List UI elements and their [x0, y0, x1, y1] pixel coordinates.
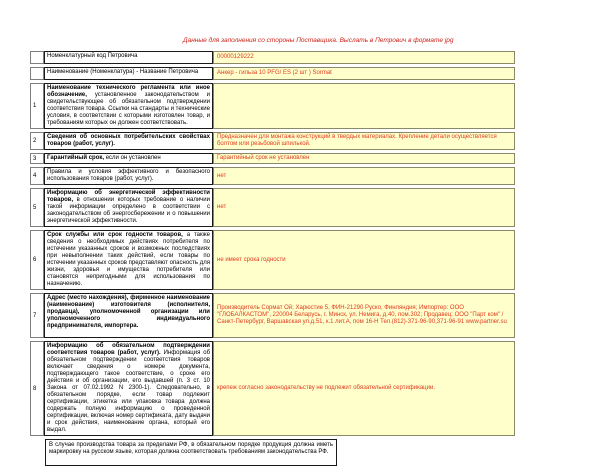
- row-value: Предназначен для монтажа конструкций в твердых материалах. Крепление детали осуществляется болтом или резьбовой шпилькой.: [213, 132, 515, 150]
- product-name-value: Анкер - гильза 10 PFG/ ES (2 шт ) Sormat: [213, 67, 515, 80]
- row-value: [213, 83, 515, 129]
- row-label: Гарантийный срок, если он установлен: [44, 153, 213, 164]
- row-number: 7: [30, 293, 44, 338]
- row-label: Правила и условия эффективного и безопасного использования товаров (работ, услуг).: [44, 167, 213, 185]
- table-row-8: [30, 341, 522, 436]
- row-value: нет: [213, 167, 515, 185]
- row-number: 3: [30, 153, 44, 164]
- row-label: Наименование технического регламента или иное обозначение, установленное законодательством и свидетельствующее об обязательном подтверждении соответствия товара. Ссылки на стандарты и технические условия, в соответствии с которыми изготовлен товар, и требованиям которых он должен соответствовать.: [44, 83, 213, 129]
- row-value: Производитель Сормат Ой; Харюстие 5, ФИН-21290 Руско, Финляндия; Импортер: ООО "ГЛОБАЛКАСТОМ", 220004 Беларусь, г. Минск, ул. Немига, д.40, пом.302; Продавец: ООО "Парт ком" / Санкт-Петербург, Варшавская ул.д.51, к.1 лит.А, пом 16-Н Тел.(812)-371-96-90,371-96-91 www.partner.su: [213, 293, 515, 338]
- row-number-cell: [30, 51, 44, 64]
- table-row-3: [30, 153, 522, 164]
- row-number: 5: [30, 188, 44, 227]
- product-info-table: [30, 51, 522, 469]
- table-row-1: [30, 83, 522, 129]
- footer-note: В случае производства товара за пределами РФ, в обязательном порядке продукция должна иметь маркировку на русском языке, которая должна соответствовать требованиям законодательства РФ.: [45, 439, 337, 466]
- row-value: нет: [213, 188, 515, 227]
- row-label: Срок службы или срок годности товаров, а также сведения о необходимых действиях потребителя по истечении указанных сроков и возможных последствиях при невыполнении таких действий, если товары по истечении указанных сроков представляют опасность для жизни, здоровья и имущества потребителя или становятся непригодными для использования по назначению.: [44, 230, 213, 290]
- table-row-4: [30, 167, 522, 185]
- row-label: Адрес (место нахождения), фирменное наименование (наименование) изготовителя (исполнителя, продавца), уполномоченной организации или уполномоченного индивидуального предпринимателя, импортера.: [44, 293, 213, 338]
- table-row-5: [30, 188, 522, 227]
- row-value: не имеет срока годности: [213, 230, 515, 290]
- row-number-cell: [30, 67, 44, 80]
- row-value: крепеж согласно законодательству не подлежит обязательной сертификации.: [213, 341, 515, 436]
- row-number: 8: [30, 341, 44, 436]
- row-label: Информацию об энергетической эффективности товаров, в отношении которых требование о наличии такой информации определено в соответствии с законодательством об энергосбережении и о повышении энергетической эффективности.: [44, 188, 213, 227]
- supplier-note: Данные для заполнения со стороны Поставщика. Выслать в Петрович в формате jpg: [183, 37, 454, 44]
- table-row-nomenclature-code: [30, 51, 522, 64]
- row-number: 4: [30, 167, 44, 185]
- row-number: 1: [30, 83, 44, 129]
- footer-note-row: [30, 439, 522, 466]
- table-row-6: [30, 230, 522, 290]
- table-row-2: [30, 132, 522, 150]
- row-number: 6: [30, 230, 44, 290]
- row-label: Сведения об основных потребительских свойствах товаров (работ, услуг).: [44, 132, 213, 150]
- row-label: Наименование (Номенклатура) - Название Петровича: [44, 67, 213, 80]
- nomenclature-code-value: 00000129222: [213, 51, 515, 64]
- row-value: Гарантийный срок не установлен: [213, 153, 515, 164]
- row-label: Информацию об обязательном подтверждении соответствия товаров (работ, услуг). Информация об обязательном подтверждении соответствия товаров включает сведения о номере документа, подтверждающего такое соответствие, о сроке его действия и об организации, его выдавшей (п. 3 ст. 10 Закона от 07.02.1992 N 2300-1). Следовательно, в обязательном порядке, если товар подлежит сертификации, этикетка или упаковка товара должна содержать полную информацию о проведенной сертификации, включая номер сертификата, дату выдачи и срок действия, наименование органа, который его выдал.: [44, 341, 213, 436]
- table-row-7: [30, 293, 522, 338]
- row-label: Номенклатурный код Петровича: [44, 51, 213, 64]
- row-number: 2: [30, 132, 44, 150]
- table-row-product-name: [30, 67, 522, 80]
